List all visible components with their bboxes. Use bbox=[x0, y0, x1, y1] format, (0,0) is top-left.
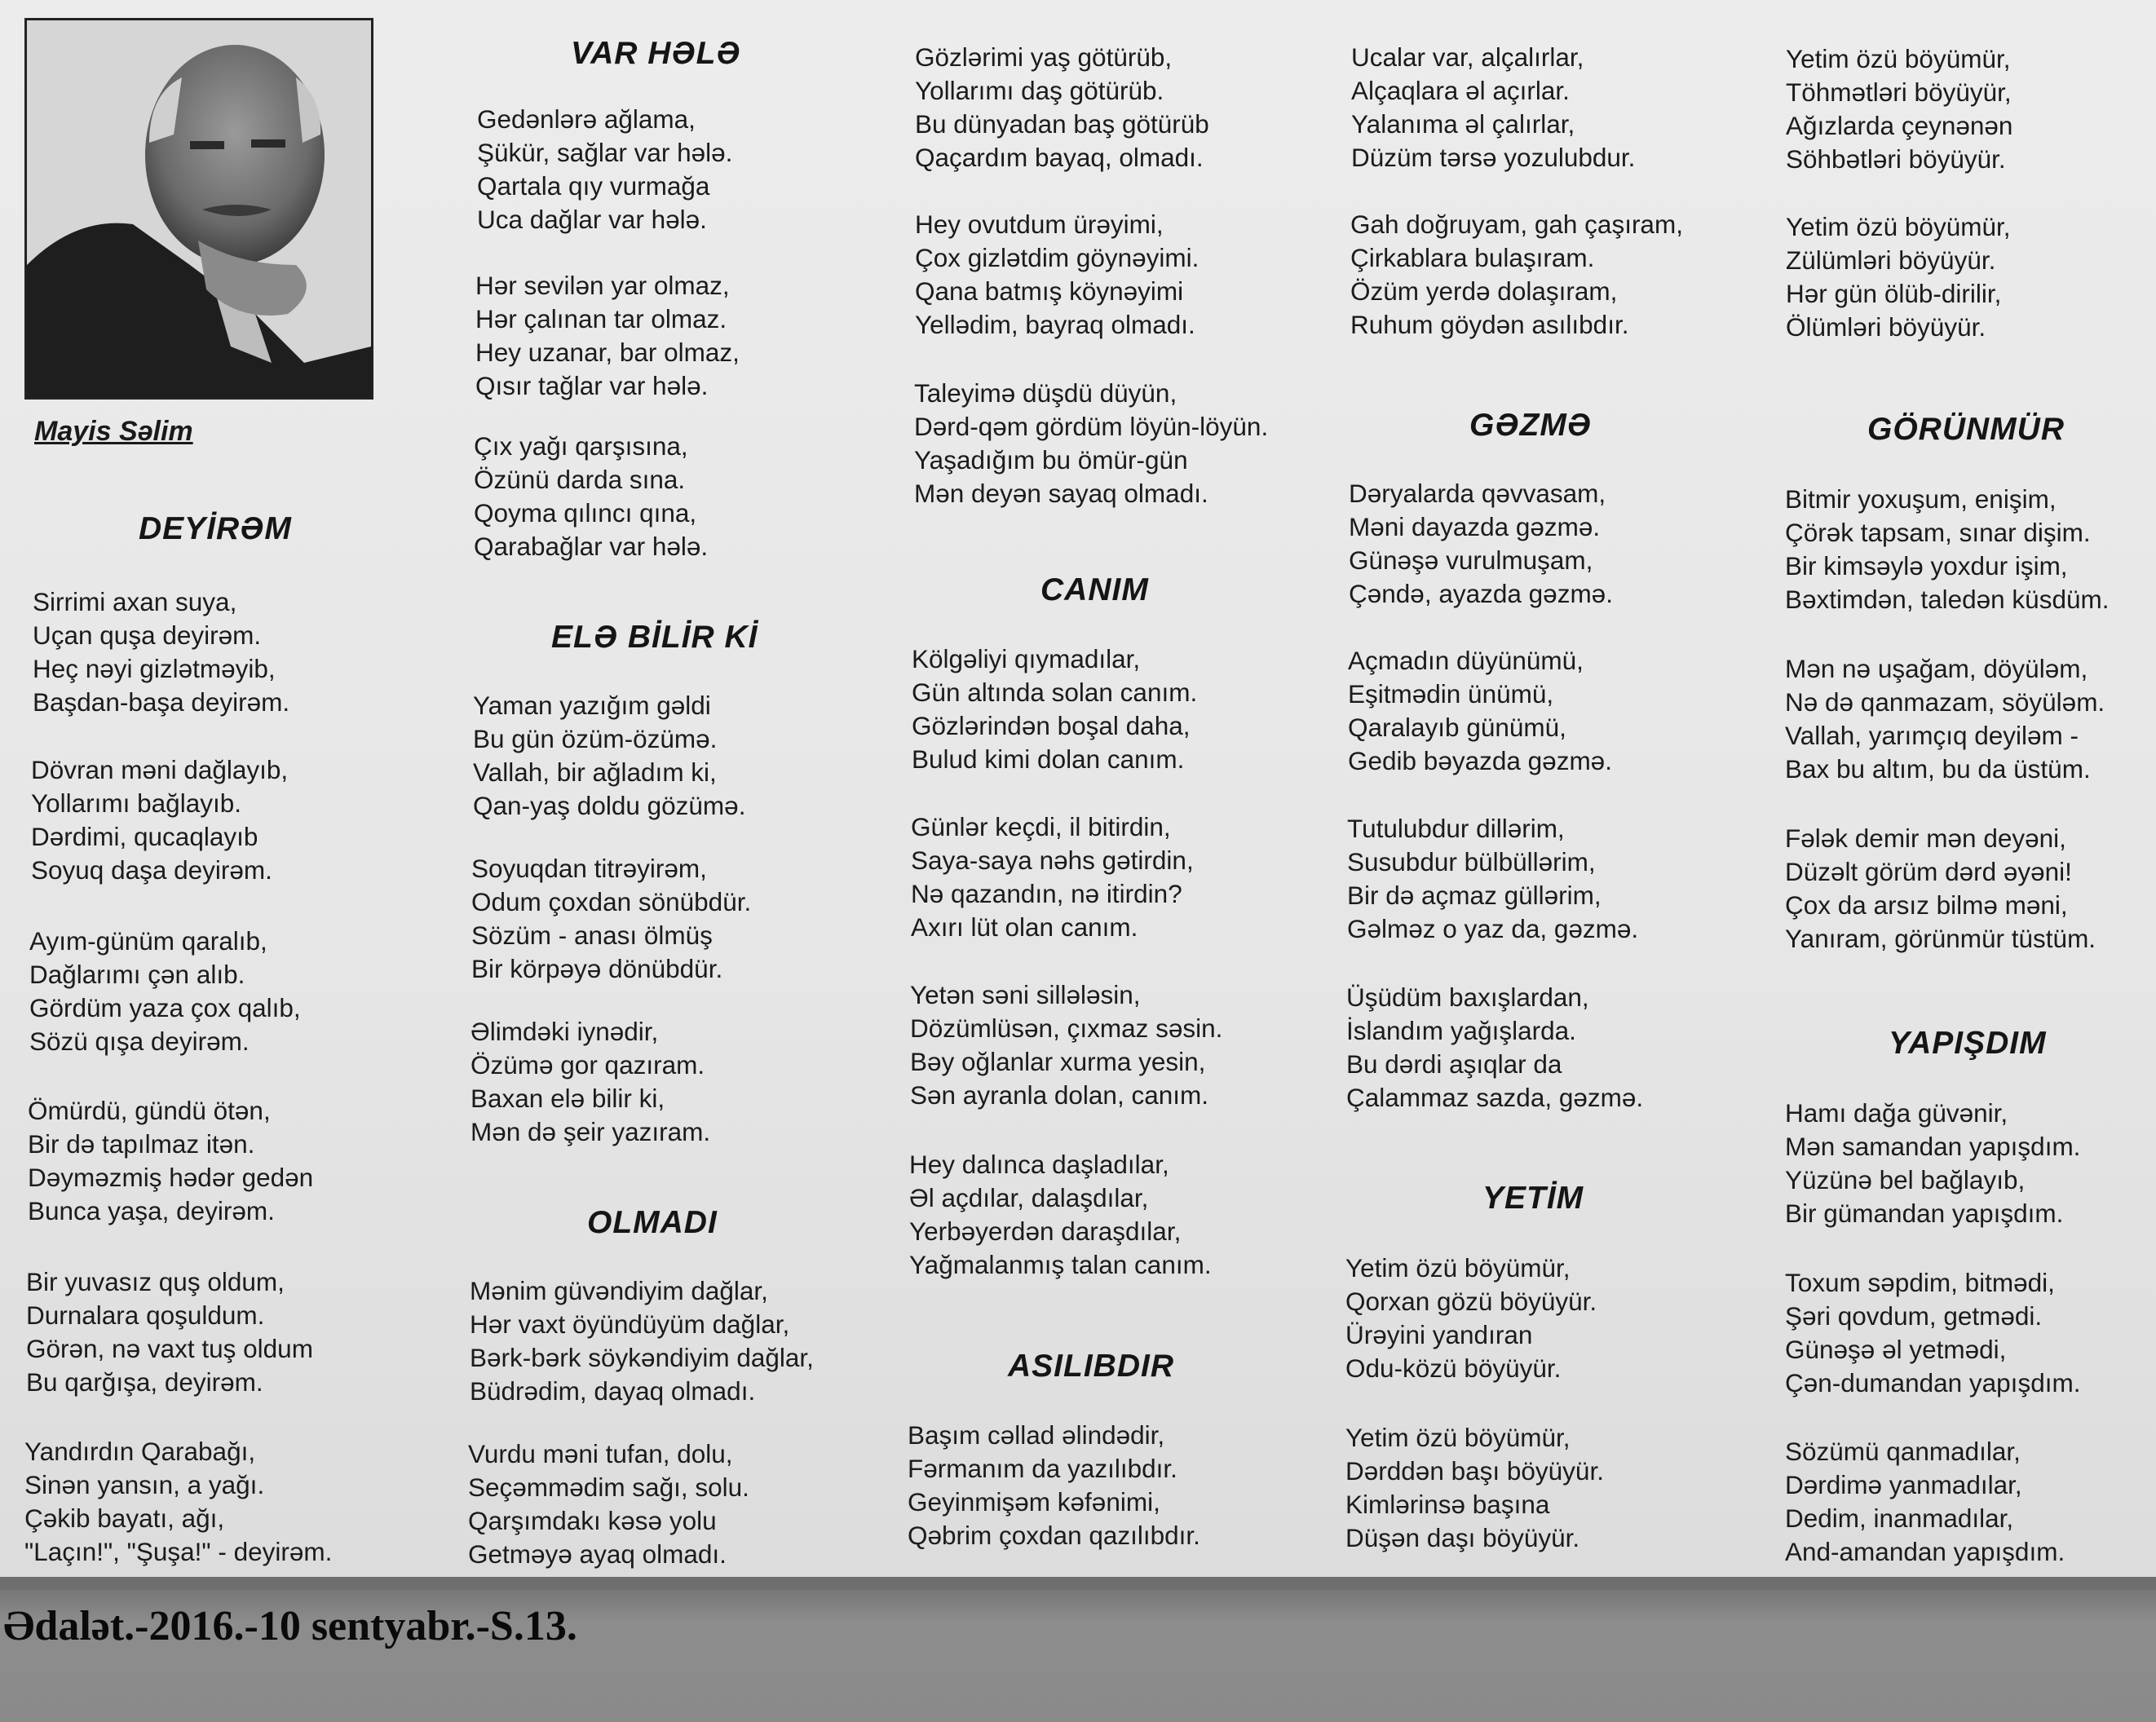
poem-line: Yandırdın Qarabağı, bbox=[24, 1437, 256, 1466]
poem-line: Sirrimi axan suya, bbox=[33, 587, 237, 616]
poem-line: Bir də açmaz güllərim, bbox=[1347, 881, 1602, 910]
poem-line: Dərddən başı böyüyür. bbox=[1345, 1456, 1604, 1486]
stanza bbox=[474, 430, 708, 563]
poem-line: Dağlarımı çən alıb. bbox=[29, 960, 245, 989]
poem-line: Günəşə vurulmuşam, bbox=[1349, 545, 1593, 575]
poem-line: Gəlməz o yaz da, gəzmə. bbox=[1347, 914, 1639, 943]
stanza bbox=[471, 1015, 710, 1149]
author-photo bbox=[27, 20, 371, 397]
stanza bbox=[473, 689, 745, 823]
poem-line: Çalammaz sazda, gəzmə. bbox=[1346, 1083, 1644, 1112]
poem-line: Vallah, yarımçıq deyiləm - bbox=[1785, 721, 2079, 750]
stanza bbox=[471, 852, 751, 986]
stanza bbox=[911, 810, 1194, 944]
poem-line: Çəndə, ayazda gəzmə. bbox=[1349, 579, 1613, 608]
poem-line: Qana batmış köynəyimi bbox=[915, 276, 1184, 306]
poem-line: Bulud kimi dolan canım. bbox=[912, 744, 1185, 774]
stanza bbox=[475, 269, 740, 403]
stanza bbox=[1349, 477, 1613, 611]
stanza bbox=[915, 208, 1199, 342]
poem-line: Dərd-qəm gördüm löyün-löyün. bbox=[914, 412, 1269, 441]
poem-line: Məni dayazda gəzmə. bbox=[1349, 512, 1601, 541]
poem-line: Yanıram, görünmür tüstüm. bbox=[1785, 924, 2096, 953]
stanza bbox=[912, 642, 1197, 776]
poem-line: Dərdimi, qucaqlayıb bbox=[31, 822, 258, 851]
poem-line: Başım cəllad əlindədir, bbox=[908, 1420, 1165, 1450]
poem-line: Ağızlarda çeynənən bbox=[1786, 111, 2013, 140]
poem-line: Yollarımı daş götürüb. bbox=[915, 76, 1164, 105]
stanza bbox=[1785, 652, 2105, 786]
poem-line: Əlimdəki iynədir, bbox=[471, 1017, 659, 1046]
poem-line: Taleyimə düşdü düyün, bbox=[914, 378, 1177, 408]
poem-line: Qısır tağlar var hələ. bbox=[475, 371, 709, 400]
poem-line: Yalanıma əl çalırlar, bbox=[1351, 109, 1575, 139]
poem-line: Günəşə əl yetmədi, bbox=[1785, 1335, 2007, 1364]
stanza bbox=[908, 1419, 1200, 1552]
stanza bbox=[1785, 483, 2109, 616]
poem-line: Görən, nə vaxt tuş oldum bbox=[26, 1334, 313, 1363]
poem-title-asilibdir: ASILIBDIR bbox=[1008, 1349, 1174, 1384]
poem-line: Uçan quşa deyirəm. bbox=[33, 620, 262, 650]
poem-line: Ruhum göydən asılıbdır. bbox=[1350, 310, 1629, 339]
poem-line: Qorxan gözü böyüyür. bbox=[1345, 1287, 1597, 1316]
poem-line: Nə də qanmazam, söyüləm. bbox=[1785, 687, 2105, 717]
poem-line: Kölgəliyi qıymadılar, bbox=[912, 644, 1141, 673]
poem-line: Çox da arsız bilmə məni, bbox=[1785, 890, 2068, 920]
stanza bbox=[1785, 1097, 2080, 1230]
poem-line: Zülümləri böyüyür. bbox=[1786, 245, 1996, 275]
poem-line: Gördüm yaza çox qalıb, bbox=[29, 993, 301, 1022]
poem-line: Gözlərindən boşal daha, bbox=[912, 711, 1191, 740]
poem-line: Dərdimə yanmadılar, bbox=[1785, 1470, 2022, 1499]
poem-line: Yaşadığım bu ömür-gün bbox=[914, 445, 1188, 475]
poem-line: Geyinmişəm kəfənimi, bbox=[908, 1487, 1160, 1517]
source-citation: Ədalət.-2016.-10 sentyabr.-S.13. bbox=[3, 1603, 577, 1649]
stanza bbox=[910, 978, 1222, 1112]
poem-line: Mən samandan yapışdım. bbox=[1785, 1132, 2081, 1161]
poem-line: Çən-dumandan yapışdım. bbox=[1785, 1368, 2081, 1397]
poem-line: Saya-saya nəhs gətirdin, bbox=[911, 846, 1194, 875]
poem-line: Çox gizlətdim göynəyimi. bbox=[915, 243, 1199, 272]
poem-line: Hey ovutdum ürəyimi, bbox=[915, 210, 1164, 239]
poem-line: Hey uzanar, bar olmaz, bbox=[475, 338, 740, 367]
poem-line: Bəy oğlanlar xurma yesin, bbox=[910, 1047, 1206, 1076]
poem-line: Eşitmədin ünümü, bbox=[1348, 679, 1554, 709]
poem-line: İslandım yağışlarda. bbox=[1346, 1016, 1576, 1045]
stanza bbox=[29, 925, 301, 1058]
poem-line: Bir yuvasız quş oldum, bbox=[26, 1267, 285, 1296]
poem-line: Gedənlərə ağlama, bbox=[477, 104, 696, 134]
poem-line: Yerbəyerdən daraşdılar, bbox=[909, 1216, 1182, 1246]
stanza bbox=[1347, 812, 1638, 946]
stanza bbox=[470, 1274, 814, 1408]
poem-line: Özünü darda sına. bbox=[474, 465, 686, 494]
poem-line: Nə qazandın, nə itirdin? bbox=[911, 879, 1182, 908]
poem-line: Bu qarğışa, deyirəm. bbox=[26, 1367, 263, 1397]
poem-line: Büdrədim, dayaq olmadı. bbox=[470, 1376, 756, 1406]
poem-title-yapisdim: YAPIŞDIM bbox=[1889, 1026, 2047, 1061]
poem-line: Yaman yazığım gəldi bbox=[473, 691, 711, 720]
poem-line: Tutulubdur dillərim, bbox=[1347, 814, 1565, 843]
stanza bbox=[31, 753, 288, 887]
author-portrait bbox=[24, 18, 373, 400]
poem-line: Mən nə uşağam, döyüləm, bbox=[1785, 654, 2088, 683]
poem-line: Yetim özü böyümür, bbox=[1786, 44, 2011, 73]
stanza bbox=[1786, 210, 2011, 344]
poem-line: Çirkablara bulaşıram. bbox=[1350, 243, 1595, 272]
poem-line: Düzəlt görüm dərd əyəni! bbox=[1785, 857, 2072, 886]
stanza bbox=[1348, 644, 1612, 778]
poem-line: Çəkib bayatı, ağı, bbox=[24, 1503, 225, 1533]
poem-line: Bu dərdi aşıqlar da bbox=[1346, 1049, 1562, 1079]
poem-line: Üşüdüm baxışlardan, bbox=[1346, 982, 1589, 1012]
stanza bbox=[909, 1148, 1212, 1282]
stanza bbox=[1351, 41, 1635, 174]
poem-line: Getməyə ayaq olmadı. bbox=[468, 1539, 727, 1569]
poem-line: Hər sevilən yar olmaz, bbox=[475, 271, 730, 300]
poem-line: Gün altında solan canım. bbox=[912, 678, 1198, 707]
stanza bbox=[28, 1094, 313, 1228]
poem-line: Bərk-bərk söykəndiyim dağlar, bbox=[470, 1343, 814, 1372]
poem-line: Söhbətləri böyüyür. bbox=[1786, 144, 2006, 174]
stanza bbox=[1786, 42, 2012, 176]
poem-line: Susubdur bülbüllərim, bbox=[1347, 847, 1596, 876]
poem-title-yetim: YETİM bbox=[1482, 1181, 1584, 1216]
poem-line: Qoyma qılıncı qına, bbox=[474, 498, 697, 528]
poem-line: Bu dünyadan baş götürüb bbox=[915, 109, 1209, 139]
poem-title-gorunmur: GÖRÜNMÜR bbox=[1867, 412, 2065, 447]
stanza bbox=[1785, 1266, 2080, 1400]
poem-line: Axırı lüt olan canım. bbox=[911, 912, 1138, 942]
poem-line: Soyuqdan titrəyirəm, bbox=[471, 854, 707, 883]
poem-line: Çörək tapsam, sınar dişim. bbox=[1785, 518, 2091, 547]
poem-line: Hamı dağa güvənir, bbox=[1785, 1098, 2008, 1128]
poem-line: Bir gümandan yapışdım. bbox=[1785, 1199, 2064, 1228]
poem-line: Soyuq daşa deyirəm. bbox=[31, 855, 272, 885]
poem-line: Bu gün özüm-özümə. bbox=[473, 724, 718, 753]
poem-line: Qaçardım bayaq, olmadı. bbox=[915, 143, 1204, 172]
poem-line: Gedib bəyazda gəzmə. bbox=[1348, 746, 1612, 775]
poem-line: Heç nəyi gizlətməyib, bbox=[33, 654, 276, 683]
stanza bbox=[1785, 1435, 2065, 1569]
poem-line: Kimlərinsə başına bbox=[1345, 1490, 1550, 1519]
poem-line: Baxan elə bilir ki, bbox=[471, 1084, 665, 1113]
poem-line: Qaralayıb günümü, bbox=[1348, 713, 1566, 742]
poem-line: Toxum səpdim, bitmədi, bbox=[1785, 1268, 2055, 1297]
poem-line: Dedim, inanmadılar, bbox=[1785, 1503, 2014, 1533]
poem-title-canim: CANIM bbox=[1040, 572, 1149, 607]
author-name: Mayis Səlim bbox=[34, 416, 193, 447]
poem-line: Odu-közü böyüyür. bbox=[1345, 1353, 1562, 1383]
poem-line: Yetən səni sillələsin, bbox=[910, 980, 1141, 1009]
poem-line: Qartala qıy vurmağa bbox=[477, 171, 710, 201]
poem-line: Yetim özü böyümür, bbox=[1345, 1253, 1571, 1283]
poem-line: Yetim özü böyümür, bbox=[1345, 1423, 1571, 1452]
poem-line: Fələk demir mən deyəni, bbox=[1785, 823, 2066, 853]
poem-line: Sən ayranla dolan, canım. bbox=[910, 1080, 1208, 1110]
poem-line: Dövran məni dağlayıb, bbox=[31, 755, 289, 784]
poem-line: Bunca yaşa, deyirəm. bbox=[28, 1196, 275, 1225]
poem-line: Açmadın düyünümü, bbox=[1348, 646, 1584, 675]
poem-line: Bitmir yoxuşum, enişim, bbox=[1785, 484, 2057, 514]
poem-line: Sözümü qanmadılar, bbox=[1785, 1437, 2021, 1466]
poem-title-deyirem: DEYİRƏM bbox=[139, 511, 292, 546]
poem-line: Bir də tapılmaz itən. bbox=[28, 1129, 255, 1159]
stanza bbox=[1345, 1252, 1597, 1385]
poem-line: Ürəyini yandıran bbox=[1345, 1320, 1533, 1349]
poem-line: Töhmətləri böyüyür, bbox=[1786, 77, 2012, 107]
poem-line: Günlər keçdi, il bitirdin, bbox=[911, 812, 1171, 841]
stanza bbox=[1346, 981, 1643, 1115]
poem-line: Vallah, bir ağladım ki, bbox=[473, 757, 717, 787]
poem-line: Uca dağlar var hələ. bbox=[477, 205, 707, 234]
stanza bbox=[24, 1435, 332, 1569]
poem-line: Ömürdü, gündü ötən, bbox=[28, 1096, 271, 1125]
poem-line: Qarşımdakı kəsə yolu bbox=[468, 1506, 717, 1535]
poem-line: Gah doğruyam, gah çaşıram, bbox=[1350, 210, 1683, 239]
poem-line: Sinən yansın, a yağı. bbox=[24, 1470, 265, 1499]
stanza bbox=[477, 103, 732, 236]
poem-line: Ölümləri böyüyür. bbox=[1786, 312, 1986, 342]
poem-line: Vurdu məni tufan, dolu, bbox=[468, 1439, 733, 1468]
stanza bbox=[1345, 1421, 1604, 1555]
poem-line: Qan-yaş doldu gözümə. bbox=[473, 791, 746, 820]
poem-line: Sözüm - anası ölmüş bbox=[471, 921, 713, 950]
poem-line: Ucalar var, alçalırlar, bbox=[1351, 42, 1584, 72]
stanza bbox=[1350, 208, 1683, 342]
stanza bbox=[914, 377, 1268, 510]
poem-line: Hey dalınca daşladılar, bbox=[909, 1150, 1169, 1179]
poem-line: Əl açdılar, dalaşdılar, bbox=[909, 1183, 1149, 1212]
poem-line: Hər çalınan tar olmaz. bbox=[475, 304, 727, 333]
stanza bbox=[1785, 822, 2096, 956]
poem-line: Qarabağlar var hələ. bbox=[474, 532, 709, 561]
poem-line: Şükür, sağlar var hələ. bbox=[477, 138, 733, 167]
poem-line: Yollarımı bağlayıb. bbox=[31, 788, 241, 818]
poem-line: Özüm yerdə dolaşıram, bbox=[1350, 276, 1618, 306]
stanza bbox=[33, 585, 289, 719]
poem-line: Alçaqlara əl açırlar. bbox=[1351, 76, 1570, 105]
poem-line: Yağmalanmış talan canım. bbox=[909, 1250, 1212, 1279]
poem-line: Dözümlüsən, çıxmaz səsin. bbox=[910, 1013, 1223, 1043]
poem-line: Başdan-başa deyirəm. bbox=[33, 687, 290, 717]
poem-line: Mənim güvəndiyim dağlar, bbox=[470, 1276, 768, 1305]
stanza bbox=[468, 1437, 749, 1571]
poem-line: Durnalara qoşuldum. bbox=[26, 1300, 265, 1330]
poem-line: Düşən daşı böyüyür. bbox=[1345, 1523, 1580, 1552]
poem-line: Çıx yağı qarşısına, bbox=[474, 431, 688, 461]
poem-line: Bax bu altım, bu da üstüm. bbox=[1785, 754, 2091, 784]
poem-line: Yüzünə bel bağlayıb, bbox=[1785, 1165, 2026, 1194]
poem-line: Mən də şeir yazıram. bbox=[471, 1117, 711, 1146]
poem-line: Özümə gor qazıram. bbox=[471, 1050, 705, 1080]
poem-title-var-hele: VAR HƏLƏ bbox=[571, 36, 741, 71]
stanza bbox=[915, 41, 1209, 174]
poem-title-olmadi: OLMADI bbox=[587, 1205, 718, 1240]
poem-line: Ayım-günüm qaralıb, bbox=[29, 926, 267, 956]
stanza bbox=[26, 1265, 313, 1399]
poem-line: Dəyməzmiş hədər gedən bbox=[28, 1163, 314, 1192]
poem-line: Yetim özü böyümür, bbox=[1786, 212, 2011, 241]
poem-title-gezme: GƏZMƏ bbox=[1469, 408, 1592, 443]
poem-title-ele-bilir-ki: ELƏ BİLİR Kİ bbox=[551, 620, 758, 655]
poem-line: Şəri qovdum, getmədi. bbox=[1785, 1301, 2043, 1331]
poem-line: Bir kimsəylə yoxdur işim, bbox=[1785, 551, 2068, 581]
poem-line: Odum çoxdan sönübdür. bbox=[471, 887, 752, 916]
poem-line: Gözlərimi yaş götürüb, bbox=[915, 42, 1173, 72]
poem-line: Yellədim, bayraq olmadı. bbox=[915, 310, 1195, 339]
poem-line: Bəxtimdən, taledən küsdüm. bbox=[1785, 585, 2110, 614]
poem-line: Hər gün ölüb-dirilir, bbox=[1786, 279, 2002, 308]
poem-line: Düzüm tərsə yozulubdur. bbox=[1351, 143, 1636, 172]
poem-line: Dəryalarda qəvvasam, bbox=[1349, 479, 1606, 508]
poem-line: "Laçın!", "Şuşa!" - deyirəm. bbox=[24, 1537, 333, 1566]
poem-line: Fərmanım da yazılıbdır. bbox=[908, 1454, 1177, 1483]
poem-line: Qəbrim çoxdan qazılıbdır. bbox=[908, 1521, 1200, 1550]
poem-line: Seçəmmədim sağı, solu. bbox=[468, 1473, 749, 1502]
poem-line: Sözü qışa deyirəm. bbox=[29, 1027, 250, 1056]
poem-line: Hər vaxt öyündüyüm dağlar, bbox=[470, 1309, 790, 1339]
poem-line: And-amandan yapışdım. bbox=[1785, 1537, 2065, 1566]
poem-line: Bir körpəyə dönübdür. bbox=[471, 954, 723, 983]
poem-line: Mən deyən sayaq olmadı. bbox=[914, 479, 1208, 508]
